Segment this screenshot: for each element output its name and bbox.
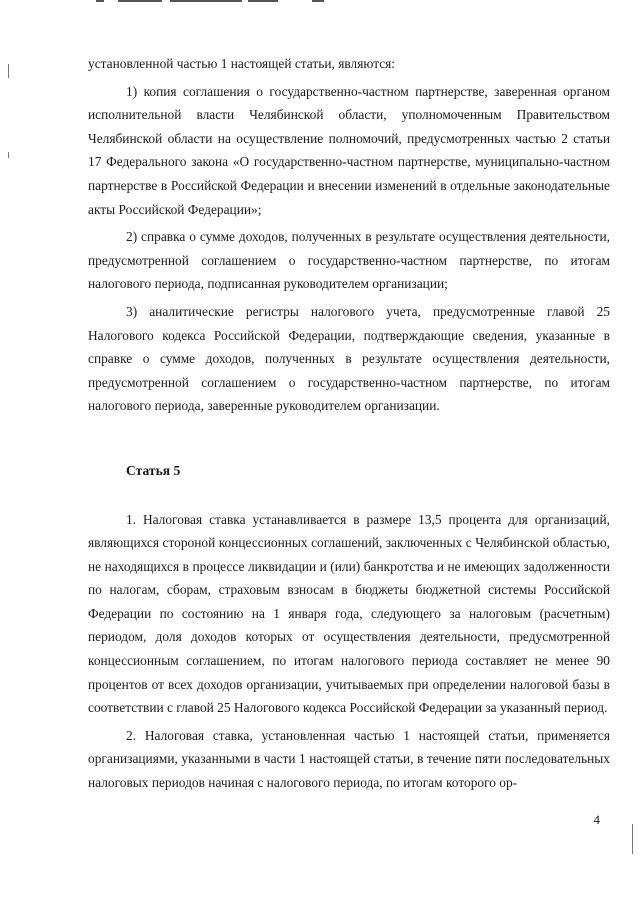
paragraph-item-1: 1) копия соглашения о государственно-частном партнерстве, заверенная органом исполнительной власти Челябинской области, уполномоченным Правительством Челябинской области на осуществление полномочий, предусмотренных частью 2 статьи 17 Федерального закона «О государственно-частном партнерстве, муниципально-частном партнерстве в Российской Федерации и внесении изменений в отдельные законодательные акты Российской Федерации»; xyxy=(88,83,610,217)
paragraph-article-part-2: 2. Налоговая ставка, установленная частью 1 настоящей статьи, применяется организациями, указанными в части 1 настоящей статьи, в течение пяти последовательных налоговых периодов начиная с налогового периода, по итогам которого ор- xyxy=(88,727,610,791)
paragraph-article-part-1: 1. Налоговая ставка устанавливается в размере 13,5 процента для организаций, являющихся стороной концессионных соглашений, заключенных с Челябинской областью, не находящихся в процессе ликвидации и (или) банкротства и не имеющих задолженности по налогам, сборам, страховым взносам в бюджеты бюджетной системы Российской Федерации по состоянию на 1 января года, следующего за налоговым (расчетным) периодом, доля доходов которых от осуществления деятельности, предусмотренной концессионным соглашением, по итогам налогового периода составляет не менее 90 процентов от всех доходов организации, учитываемых при определении налоговой базы в соответствии с главой 25 Налогового кодекса Российской Федерации за указанный период. xyxy=(88,511,610,716)
scan-margin-mark-left xyxy=(8,64,9,78)
document-body xyxy=(88,52,610,799)
scan-margin-mark-right xyxy=(632,824,633,854)
paragraph-item-3: 3) аналитические регистры налогового учета, предусмотренные главой 25 Налогового кодекса Российской Федерации, подтверждающие сведения, указанные в справке о сумме доходов, полученных в результате осуществления деятельности, предусмотренной соглашением о государственно-частном партнерстве, по итогам налогового периода, заверенные руководителем организации. xyxy=(88,303,610,414)
scan-margin-mark-left-2 xyxy=(8,152,9,158)
page-number: 4 xyxy=(593,812,600,827)
paragraph-continuation: установленной частью 1 настоящей статьи, являются: xyxy=(88,56,396,71)
paragraph-item-2: 2) справка о сумме доходов, полученных в результате осуществления деятельности, предусмотренной соглашением о государственно-частном партнерстве, по итогам налогового периода, подписанная руководителем организации; xyxy=(88,229,610,292)
article-heading: Статья 5 xyxy=(126,462,181,478)
scan-top-marks xyxy=(96,0,326,4)
